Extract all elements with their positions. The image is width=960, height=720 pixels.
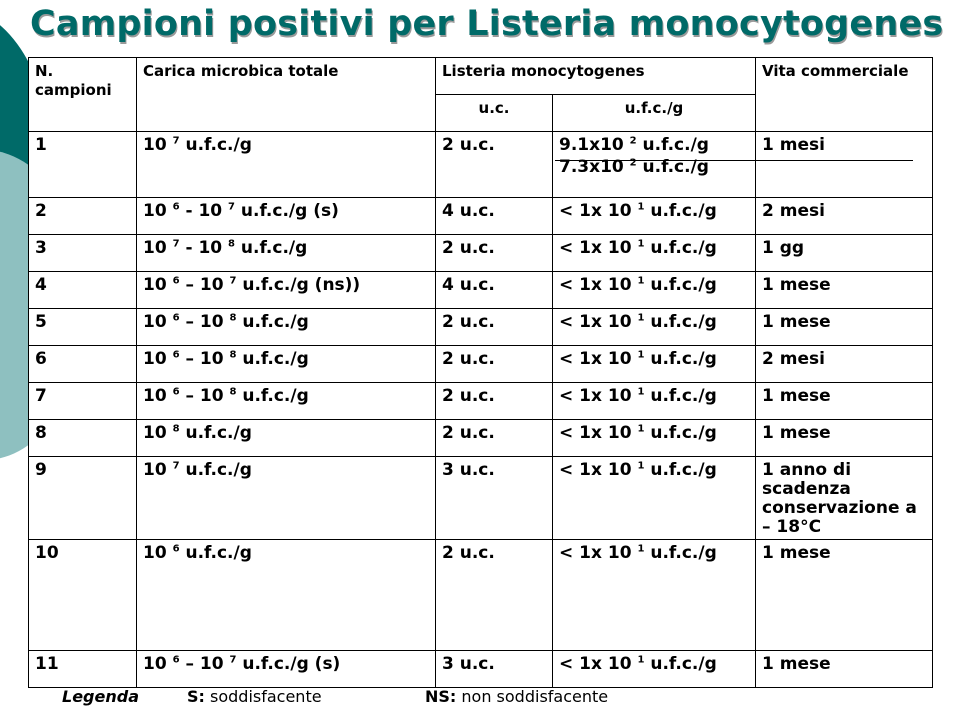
header-vita: Vita commerciale [756, 58, 933, 132]
value-text: < 1x 10 [559, 312, 638, 332]
value-text: - 10 [179, 201, 229, 221]
cell-uc: 3 u.c. [436, 651, 553, 688]
exponent: 1 [637, 201, 645, 213]
exponent: 8 [172, 423, 180, 435]
cell-ufcg [553, 540, 756, 651]
exponent: 6 [172, 654, 180, 666]
ufc-line [559, 654, 717, 674]
value-text: 10 [143, 275, 173, 295]
cell-carica [137, 198, 436, 235]
exponent: 7 [172, 135, 180, 147]
cell-vita: 1 mese [756, 272, 933, 309]
cell-n-campione: 5 [29, 309, 137, 346]
value-text: 9.1x10 [559, 135, 630, 155]
table-row [29, 235, 933, 272]
value-text: - 10 [179, 238, 229, 258]
cell-uc: 2 u.c. [436, 420, 553, 457]
exponent: 7 [229, 654, 237, 666]
exponent: 1 [637, 312, 645, 324]
cell-carica [137, 132, 436, 198]
table-row [29, 309, 933, 346]
value-text: < 1x 10 [559, 349, 638, 369]
value-text: u.f.c./g [644, 386, 717, 406]
header-listeria: Listeria monocytogenes [436, 58, 756, 95]
cell-uc: 2 u.c. [436, 235, 553, 272]
cell-ufcg [553, 383, 756, 420]
value-text: < 1x 10 [559, 460, 638, 480]
cell-ufcg [553, 309, 756, 346]
cell-vita: 1 anno di scadenza conservazione a – 18°C [756, 457, 933, 540]
ufc-line [559, 135, 709, 155]
cell-ufcg [553, 235, 756, 272]
ufc-line [559, 275, 717, 295]
value-text: u.f.c./g [179, 543, 252, 563]
cell-ufcg [553, 457, 756, 540]
cell-n-campione: 1 [29, 132, 137, 198]
value-text: u.f.c./g [644, 654, 717, 674]
cell-vita: 1 mesi [756, 132, 933, 198]
exponent: 6 [172, 201, 180, 213]
value-text: u.f.c./g [644, 275, 717, 295]
cell-carica [137, 235, 436, 272]
legend-s-key: S: [187, 687, 205, 706]
results-table [28, 57, 933, 688]
value-text: < 1x 10 [559, 386, 638, 406]
exponent: 7 [229, 275, 237, 287]
ufc-line [559, 423, 717, 443]
value-text: < 1x 10 [559, 201, 638, 221]
table-row [29, 132, 933, 198]
exponent: 1 [637, 654, 645, 666]
exponent: 6 [172, 275, 180, 287]
ufc-line [559, 238, 717, 258]
cell-n-campione: 7 [29, 383, 137, 420]
cell-uc: 4 u.c. [436, 198, 553, 235]
ufc-line [559, 155, 749, 177]
cell-ufcg [553, 272, 756, 309]
value-text: 10 [143, 238, 173, 258]
ufc-line [559, 460, 717, 480]
cell-carica [137, 272, 436, 309]
exponent: 1 [637, 349, 645, 361]
cell-vita: 1 gg [756, 235, 933, 272]
exponent: 1 [637, 543, 645, 555]
value-text: 10 [143, 312, 173, 332]
table-row [29, 383, 933, 420]
value-text: 10 [143, 423, 173, 443]
cell-uc: 2 u.c. [436, 540, 553, 651]
value-text: u.f.c./g [644, 201, 717, 221]
value-text: 10 [143, 201, 173, 221]
value-text: u.f.c./g [179, 135, 252, 155]
cell-carica [137, 346, 436, 383]
cell-carica [137, 309, 436, 346]
table-row [29, 198, 933, 235]
cell-n-campione: 10 [29, 540, 137, 651]
exponent: 8 [229, 312, 237, 324]
value-text: < 1x 10 [559, 275, 638, 295]
exponent: 8 [229, 386, 237, 398]
value-text: – 10 [179, 275, 230, 295]
value-text: u.f.c./g [236, 312, 309, 332]
table-row [29, 272, 933, 309]
value-text: 10 [143, 386, 173, 406]
cell-carica [137, 420, 436, 457]
exponent: 8 [229, 349, 237, 361]
cell-ufcg [553, 346, 756, 383]
table-row [29, 457, 933, 540]
value-text: 10 [143, 543, 173, 563]
cell-n-campione: 3 [29, 235, 137, 272]
exponent: 1 [637, 238, 645, 250]
value-text: – 10 [179, 386, 230, 406]
value-text: u.f.c./g [236, 349, 309, 369]
cell-n-campione: 8 [29, 420, 137, 457]
exponent: 7 [172, 460, 180, 472]
table-row [29, 651, 933, 688]
exponent: 1 [637, 423, 645, 435]
value-text: 10 [143, 654, 173, 674]
legend-s [187, 687, 322, 706]
value-text: u.f.c./g [644, 543, 717, 563]
header-uc: u.c. [436, 95, 553, 132]
value-text: – 10 [179, 349, 230, 369]
cell-n-campione: 6 [29, 346, 137, 383]
cell-uc: 2 u.c. [436, 132, 553, 198]
cell-vita: 2 mesi [756, 198, 933, 235]
value-text: u.f.c./g (s) [234, 201, 339, 221]
cell-uc: 2 u.c. [436, 309, 553, 346]
ufc-line [559, 543, 717, 563]
value-text: u.f.c./g [644, 349, 717, 369]
exponent: 6 [172, 386, 180, 398]
cell-ufcg [553, 420, 756, 457]
value-text: < 1x 10 [559, 238, 638, 258]
value-text: u.f.c./g (s) [236, 654, 341, 674]
value-text: u.f.c./g (ns)) [236, 275, 361, 295]
cell-ufcg [553, 651, 756, 688]
cell-uc: 2 u.c. [436, 383, 553, 420]
table-row [29, 346, 933, 383]
cell-ufcg [553, 198, 756, 235]
legend-ns-key: NS: [425, 687, 457, 706]
table-row [29, 420, 933, 457]
cell-ufcg [553, 132, 756, 198]
value-text: u.f.c./g [179, 423, 252, 443]
value-text: u.f.c./g [644, 312, 717, 332]
exponent: 1 [637, 275, 645, 287]
cell-n-campione: 11 [29, 651, 137, 688]
value-text: 10 [143, 135, 173, 155]
cell-carica [137, 651, 436, 688]
value-text: < 1x 10 [559, 423, 638, 443]
header-row [29, 58, 933, 95]
cell-n-campione: 4 [29, 272, 137, 309]
value-text: u.f.c./g [636, 135, 709, 155]
cell-n-campione: 9 [29, 457, 137, 540]
value-text: u.f.c./g [179, 460, 252, 480]
value-text: < 1x 10 [559, 543, 638, 563]
ufc-line [559, 312, 717, 332]
value-text: – 10 [179, 312, 230, 332]
cell-uc: 4 u.c. [436, 272, 553, 309]
value-text: u.f.c./g [644, 423, 717, 443]
exponent: 1 [637, 386, 645, 398]
cell-carica [137, 540, 436, 651]
value-text: u.f.c./g [234, 238, 308, 258]
value-text: < 1x 10 [559, 654, 638, 674]
page-title: Campioni positivi per Listeria monocytogenes [30, 4, 944, 44]
value-text: 10 [143, 460, 173, 480]
header-ufcg: u.f.c./g [553, 95, 756, 132]
cell-vita: 1 mese [756, 420, 933, 457]
exponent: 8 [228, 238, 235, 250]
value-text: 10 [143, 349, 173, 369]
cell-uc: 2 u.c. [436, 346, 553, 383]
exponent: 6 [172, 543, 180, 555]
value-text: u.f.c./g [644, 460, 717, 480]
exponent: 2 [629, 157, 637, 169]
exponent: 1 [637, 460, 645, 472]
cell-uc: 3 u.c. [436, 457, 553, 540]
exponent: 7 [228, 201, 235, 213]
header-carica: Carica microbica totale [137, 58, 436, 132]
cell-carica [137, 383, 436, 420]
legend-label: Legenda [62, 687, 139, 706]
value-text: u.f.c./g [644, 238, 717, 258]
value-text: 7.3x10 [559, 157, 630, 177]
legend-ns [425, 687, 608, 706]
legend-s-text: soddisfacente [204, 687, 322, 706]
exponent: 6 [172, 349, 180, 361]
ufc-line [559, 386, 717, 406]
header-n-campioni: N. campioni [29, 58, 137, 132]
cell-vita: 1 mese [756, 651, 933, 688]
value-text: u.f.c./g [636, 157, 709, 177]
cell-vita: 1 mese [756, 540, 933, 651]
legend-ns-text: non soddisfacente [456, 687, 609, 706]
ufc-line [559, 201, 717, 221]
table-row [29, 540, 933, 651]
cell-vita: 1 mese [756, 383, 933, 420]
cell-n-campione: 2 [29, 198, 137, 235]
cell-vita: 2 mesi [756, 346, 933, 383]
value-text: u.f.c./g [236, 386, 309, 406]
row-divider-line [555, 160, 913, 161]
exponent: 2 [629, 135, 637, 147]
cell-carica [137, 457, 436, 540]
exponent: 7 [172, 238, 180, 250]
value-text: – 10 [179, 654, 230, 674]
exponent: 6 [172, 312, 180, 324]
ufc-line [559, 349, 717, 369]
cell-vita: 1 mese [756, 309, 933, 346]
